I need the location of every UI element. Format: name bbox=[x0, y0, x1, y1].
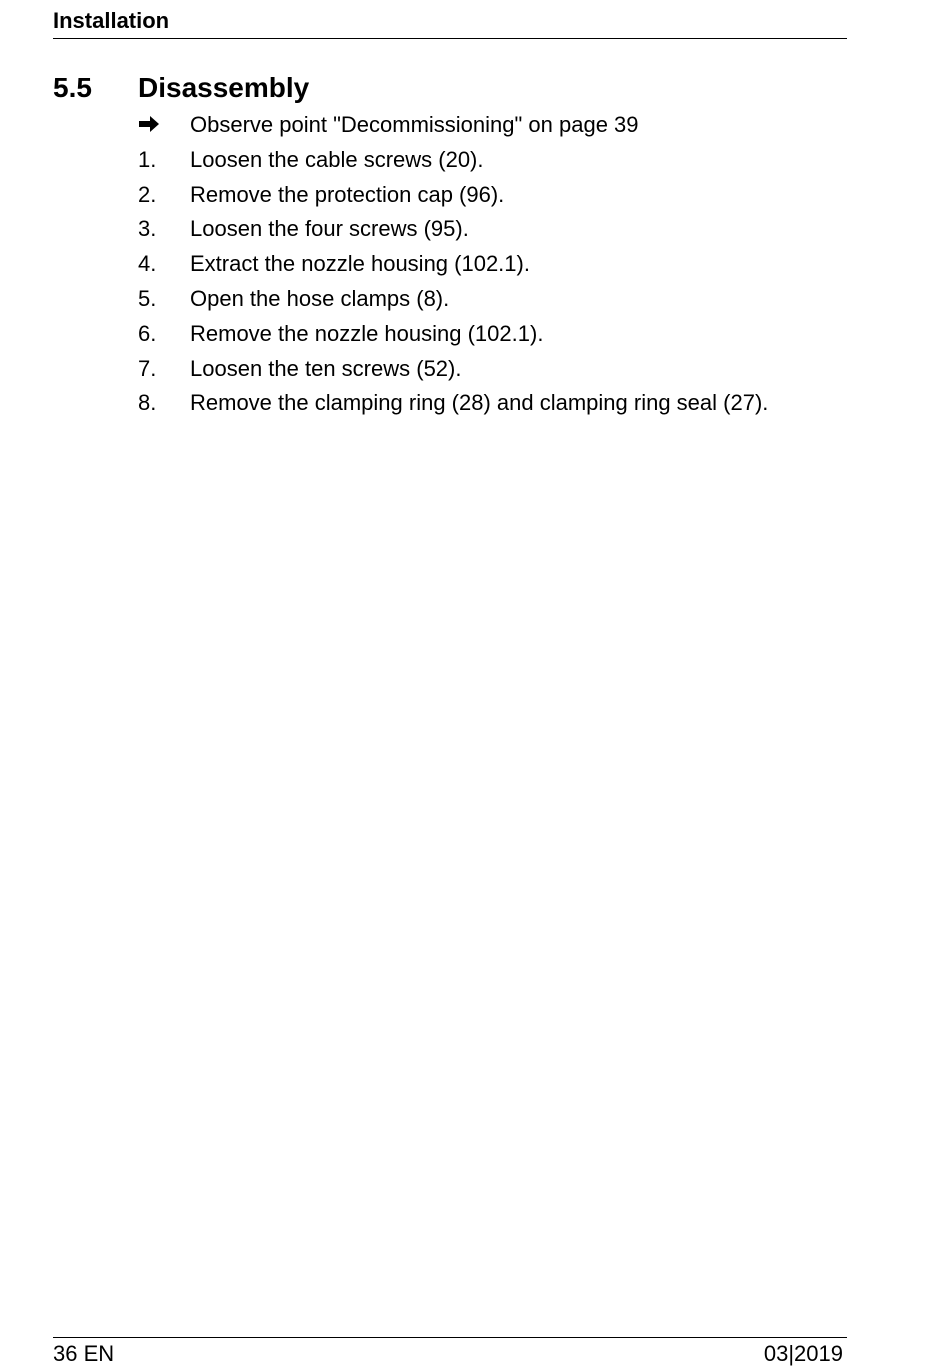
edition-date: 03|2019 bbox=[763, 1341, 843, 1366]
step-text: Remove the clamping ring (28) and clamping ring seal (27). bbox=[190, 390, 769, 416]
step-text: Extract the nozzle housing (102.1). bbox=[190, 251, 530, 277]
list-item bbox=[138, 282, 847, 317]
step-number: 2. bbox=[138, 181, 157, 207]
page-header bbox=[53, 8, 847, 39]
list-item bbox=[138, 143, 847, 178]
section-number: 5.5 bbox=[53, 72, 92, 103]
page-number: 36 EN bbox=[53, 1341, 115, 1366]
step-text: Loosen the cable screws (20). bbox=[190, 146, 484, 172]
note-text: Observe point "Decommissioning" on page 39 bbox=[190, 112, 639, 137]
step-text: Remove the protection cap (96). bbox=[190, 181, 505, 207]
list-item bbox=[138, 317, 847, 352]
list-item bbox=[138, 247, 847, 282]
note-item bbox=[138, 108, 847, 143]
instruction-list bbox=[138, 108, 847, 421]
page-footer bbox=[53, 1337, 847, 1368]
list-item bbox=[138, 178, 847, 213]
step-number: 1. bbox=[138, 146, 157, 172]
step-number: 6. bbox=[138, 320, 157, 346]
section-title: Disassembly bbox=[138, 72, 310, 103]
header-title: Installation bbox=[53, 8, 170, 33]
section-heading bbox=[53, 70, 847, 106]
step-text: Loosen the ten screws (52). bbox=[190, 355, 462, 381]
arrow-right-icon bbox=[138, 108, 186, 143]
list-item bbox=[138, 386, 847, 421]
step-number: 7. bbox=[138, 355, 157, 381]
list-item bbox=[138, 352, 847, 387]
step-number: 4. bbox=[138, 251, 157, 277]
list-item bbox=[138, 212, 847, 247]
step-text: Remove the nozzle housing (102.1). bbox=[190, 320, 544, 346]
step-text: Loosen the four screws (95). bbox=[190, 216, 469, 242]
step-text: Open the hose clamps (8). bbox=[190, 285, 450, 311]
step-number: 5. bbox=[138, 285, 157, 311]
step-number: 3. bbox=[138, 216, 157, 242]
step-number: 8. bbox=[138, 390, 157, 416]
